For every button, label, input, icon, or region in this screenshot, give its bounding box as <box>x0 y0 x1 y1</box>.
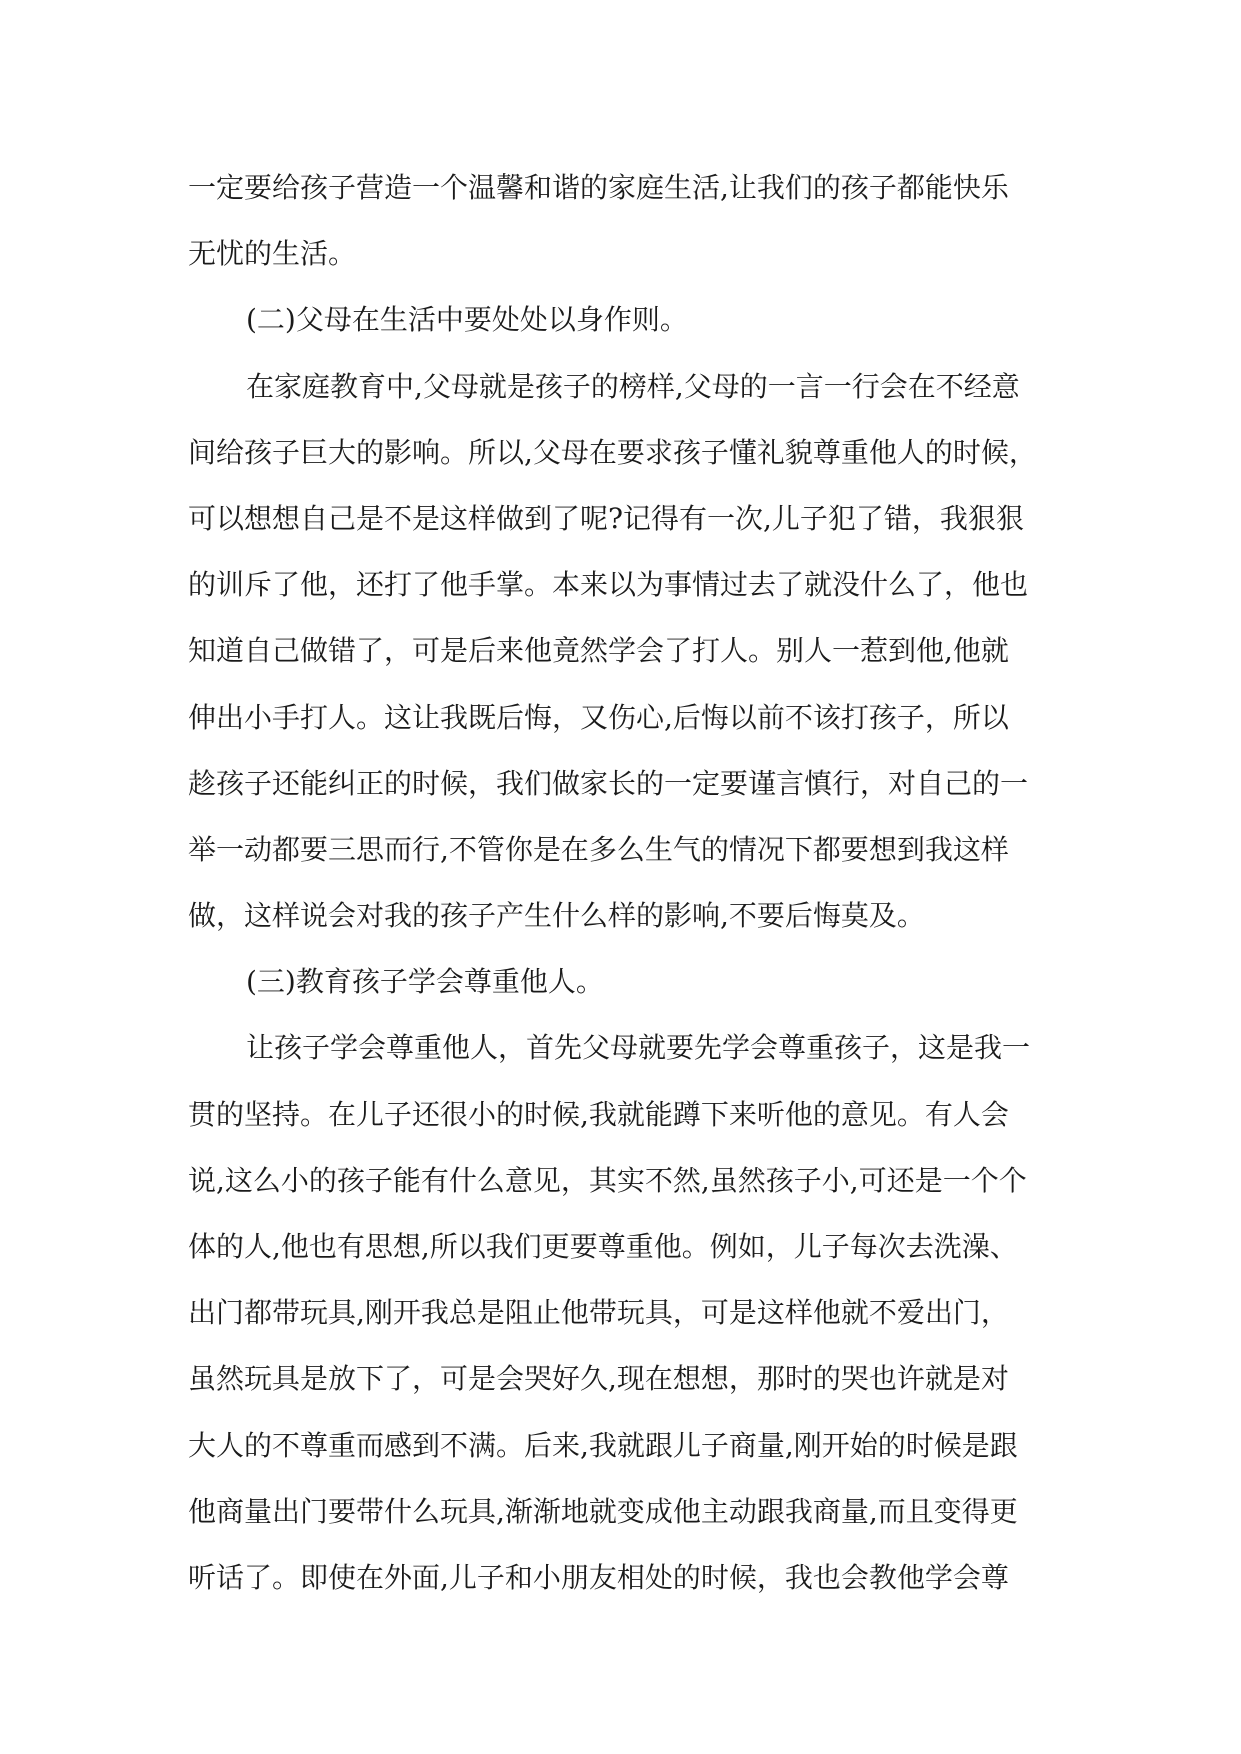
text-line: 间给孩子巨大的影响。所以,父母在要求孩子懂礼貌尊重他人的时候， <box>188 435 1037 469</box>
text-line: 的训斥了他，还打了他手掌。本来以为事情过去了就没什么了，他也 <box>188 568 1029 602</box>
text-line: 一定要给孩子营造一个温馨和谐的家庭生活,让我们的孩子都能快乐 <box>188 171 1009 204</box>
paragraph-first-line: 让孩子学会尊重他人，首先父母就要先学会尊重孩子，这是我一 <box>246 1031 1031 1065</box>
text-line: 体的人,他也有思想,所以我们更要尊重他。例如，儿子每次去洗澡、 <box>188 1230 1018 1263</box>
text-line: 知道自己做错了，可是后来他竟然学会了打人。别人一惹到他,他就 <box>188 634 1009 668</box>
text-line: 说,这么小的孩子能有什么意见，其实不然,虽然孩子小,可还是一个个 <box>188 1163 1027 1197</box>
text-line: 可以想想自己是不是这样做到了呢?记得有一次,儿子犯了错，我狠狠 <box>188 501 1024 535</box>
text-line: 他商量出门要带什么玩具,渐渐地就变成他主动跟我商量,而且变得更 <box>188 1494 1018 1528</box>
text-line: 虽然玩具是放下了，可是会哭好久,现在想想，那时的哭也许就是对 <box>188 1362 1009 1396</box>
text-line: 趁孩子还能纠正的时候，我们做家长的一定要谨言慎行，对自己的一 <box>188 766 1029 800</box>
body-text <box>188 155 1058 1611</box>
text-line: 贯的坚持。在儿子还很小的时候,我就能蹲下来听他的意见。有人会 <box>188 1097 1009 1131</box>
text-line: 伸出小手打人。这让我既后悔，又伤心,后悔以前不该打孩子，所以 <box>188 700 1009 734</box>
text-line: 举一动都要三思而行,不管你是在多么生气的情况下都要想到我这样 <box>188 832 1009 866</box>
paragraph-first-line: 在家庭教育中,父母就是孩子的榜样,父母的一言一行会在不经意 <box>246 369 1020 403</box>
text-line: 出门都带玩具,刚开我总是阻止他带玩具，可是这样他就不爱出门， <box>188 1296 1009 1330</box>
text-line: 听话了。即使在外面,儿子和小朋友相处的时候，我也会教他学会尊 <box>188 1560 1009 1594</box>
section-heading: (三)教育孩子学会尊重他人。 <box>246 965 604 999</box>
section-heading: (二)父母在生活中要处处以身作则。 <box>246 303 688 337</box>
text-line: 大人的不尊重而感到不满。后来,我就跟儿子商量,刚开始的时候是跟 <box>188 1428 1018 1462</box>
text-line: 做，这样说会对我的孩子产生什么样的影响,不要后悔莫及。 <box>188 899 925 933</box>
text-line: 无忧的生活。 <box>188 237 357 271</box>
